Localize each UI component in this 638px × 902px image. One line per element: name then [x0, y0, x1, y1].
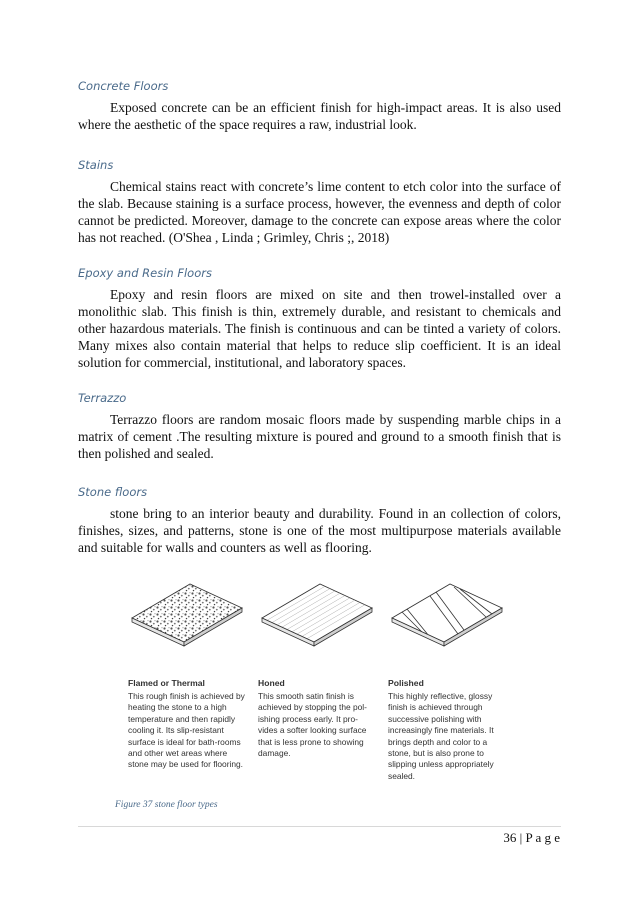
paragraph-epoxy-resin: Epoxy and resin floors are mixed on site and then trowel-installed over a monolithic slab. This finish is thin, extremely durable, and resistant to chemicals and other hazardous materials. The finish is continuous and can be tinted a variety of colors. Many mixes also contain material that helps to reduce slip coefficient. It is an ideal solution for commercial, institutional, and laboratory spaces. — [78, 287, 561, 370]
section-heading-concrete-floors: Concrete Floors — [78, 79, 169, 93]
paragraph-concrete-floors: Exposed concrete can be an efficient finish for high-impact areas. It is also used where the aesthetic of the space requires a raw, industrial look. — [78, 100, 561, 132]
finish-title-flamed: Flamed or Thermal — [128, 678, 205, 688]
finish-text-flamed: This rough finish is achieved by heating the stone to a high temperature and then rapidly cooling it. Its slip-resistant surface is ideal for bath-rooms and other wet areas where stone may be used for flooring. — [128, 691, 245, 770]
page-number: 36 | P a g e — [503, 830, 560, 845]
section-heading-epoxy-resin: Epoxy and Resin Floors — [78, 266, 212, 280]
finish-title-polished: Polished — [388, 678, 424, 688]
finish-title-honed: Honed — [258, 678, 285, 688]
finish-text-honed: This smooth satin finish is achieved by stopping the pol-ishing process early. It pro-vides a softer looking surface that is less prone to showing damage. — [258, 691, 367, 759]
section-heading-stone-floors: Stone floors — [78, 485, 148, 499]
stone-finish-figure — [128, 578, 508, 783]
polished-stone-tile-illustration — [388, 578, 506, 648]
finish-description-honed — [258, 678, 376, 759]
footer-divider — [78, 826, 561, 827]
finish-description-polished — [388, 678, 506, 782]
paragraph-stains: Chemical stains react with concrete’s lime content to etch color into the surface of the slab. Because staining is a surface process, however, the evenness and depth of color cannot be predicted. Moreover, damage to the concrete can expose areas where the color has not reached. (O'Shea , Linda ; Grimley, Chris ;, 2018) — [78, 179, 561, 245]
section-heading-stains: Stains — [78, 158, 114, 172]
section-heading-terrazzo: Terrazzo — [78, 391, 127, 405]
paragraph-stone-floors: stone bring to an interior beauty and durability. Found in an collection of colors, finishes, sizes, and patterns, stone is one of the most multipurpose materials available and suitable for walls and counters as well as flooring. — [78, 506, 561, 555]
honed-stone-tile-illustration — [258, 578, 376, 648]
paragraph-terrazzo: Terrazzo floors are random mosaic floors made by suspending marble chips in a matrix of cement .The resulting mixture is poured and ground to a smooth finish that is then polished and sealed. — [78, 412, 561, 461]
finish-text-polished: This highly reflective, glossy finish is achieved through successive polishing with increasingly fine materials. It brings depth and color to a stone, but is also prone to slipping unless appropriately sealed. — [388, 691, 494, 781]
finish-description-flamed — [128, 678, 246, 771]
flamed-stone-tile-illustration — [128, 578, 246, 648]
figure-caption: Figure 37 stone floor types — [115, 800, 218, 810]
